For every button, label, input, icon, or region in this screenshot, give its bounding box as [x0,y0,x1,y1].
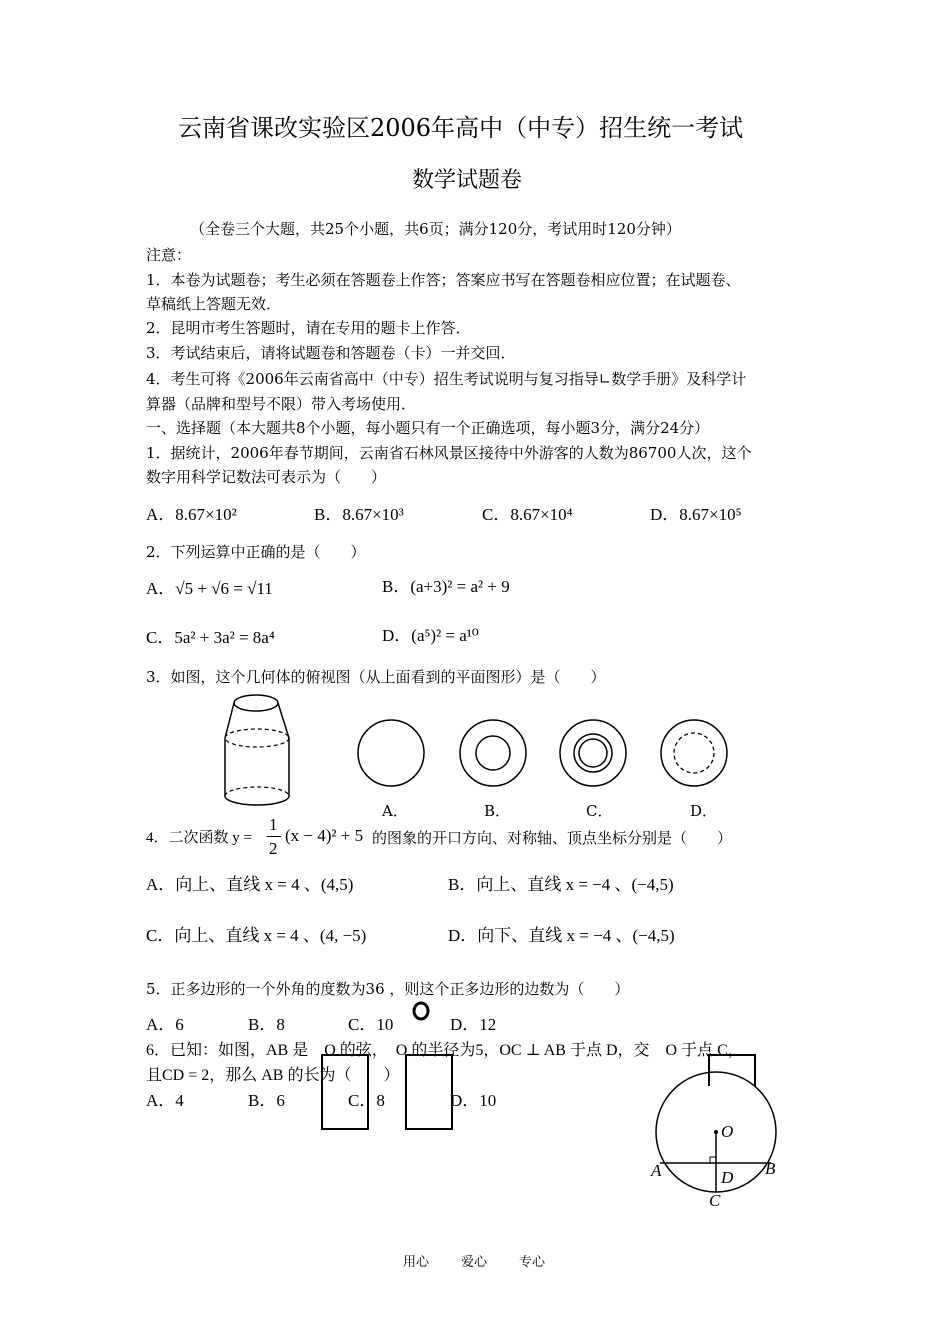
q3-label-b: B． [484,802,511,820]
q3-label-a: A． [382,802,408,820]
label-c: C [709,1191,721,1210]
question-5-stem: 5．正多边形的一个外角的度数为36 ，则这个正多边形的边数为（ ） [146,980,630,998]
label-b: B [765,1159,776,1178]
top-view-option-a[interactable] [356,718,426,788]
q4-fraction-bar [267,836,281,837]
degree-ring-mark [410,1000,432,1022]
top-view-option-d[interactable] [659,718,729,788]
q4-fraction-denominator: 2 [269,839,278,858]
artifact-box [321,1054,369,1130]
solid-bottom-back [225,787,289,796]
q5-option-d[interactable]: D．12 [450,1015,497,1034]
label-a: A [651,1161,662,1180]
footer-text: 专心 [519,1255,546,1270]
geometry-solid-figure [220,690,300,810]
question-2-stem: 2．下列运算中正确的是（ ） [146,543,366,561]
q4-option-b[interactable]: B．向上、直线 x = −4 、(−4,5) [448,875,674,894]
top-view-option-c[interactable] [558,718,628,788]
right-angle-mark [710,1157,716,1163]
exam-info: （全卷三个大题，共25个小题，共6页；满分120分，考试用时120分钟） [190,220,681,238]
q1-option-b[interactable]: B．8.67×10³ [314,505,404,524]
q6-option-a[interactable]: A．4 [146,1091,184,1110]
note-line: 3．考试结束后，请将试题卷和答题卷（卡）一并交回． [146,344,516,362]
top-view-option-b[interactable] [458,718,528,788]
question-1-stem: 1．据统计，2006年春节期间，云南省石林风景区接待中外游客的人数为86700人次，这个 [146,444,752,462]
question-6-stem-cont: 且CD = 2，那么 AB 的长为（ ） [146,1067,400,1084]
footer-text: 用心 [403,1255,430,1270]
q1-option-d[interactable]: D．8.67×10⁵ [650,505,742,524]
q4-stem-expression: (x − 4)² + 5 [285,826,364,845]
page-subtitle: 数学试题卷 [412,168,523,193]
artifact-box [405,1054,453,1130]
q5-option-b[interactable]: B．8 [248,1015,285,1034]
note-line: 草稿纸上答题无效． [146,295,282,313]
solid-top-ellipse [234,695,278,711]
q5-option-a[interactable]: A．6 [146,1015,184,1034]
question-4-stem-post: 的图象的开口方向、对称轴、顶点坐标分别是（ ） [372,829,733,847]
q2-option-c[interactable]: C．5a² + 3a² = 8a⁴ [146,628,275,647]
note-line: 2．昆明市考生答题时，请在专用的题卡上作答． [146,319,471,337]
solid-middle-ellipse [225,729,289,747]
note-line: 算器（品牌和型号不限）带入考场使用． [146,395,417,413]
q1-option-a[interactable]: A．8.67×10² [146,505,237,524]
question-1-stem-cont: 数字用科学记数法可表示为（ ） [146,468,387,486]
question-3-stem: 3．如图，这个几何体的俯视图（从上面看到的平面图形）是（ ） [146,668,606,686]
q4-option-a[interactable]: A．向上、直线 x = 4 、(4,5) [146,875,354,894]
q5-option-c[interactable]: C．10 [348,1015,394,1034]
note-line: 1．本卷为试题卷；考生必须在答题卷上作答；答案应书写在答题卷相应位置；在试题卷、 [146,271,741,289]
q4-fraction-numerator: 1 [269,815,278,834]
q3-label-c: C． [586,802,613,820]
q3-label-d: D． [690,802,718,820]
solid-bottom-front [225,796,289,805]
q2-option-b[interactable]: B．(a+3)² = a² + 9 [382,577,510,596]
q4-option-c[interactable]: C．向上、直线 x = 4 、(4, −5) [146,926,367,945]
footer-text: 爱心 [461,1255,488,1270]
q2-option-d[interactable]: D．(a⁵)² = a¹⁰ [382,626,479,645]
circle-chord-figure [648,1060,788,1210]
page-title: 云南省课改实验区2006年高中（中专）招生统一考试 [178,114,744,142]
center-dot [714,1130,718,1134]
label-d: D [721,1168,734,1187]
note-line: 4．考生可将《2006年云南省高中（中专）招生考试说明与复习指导∟数学手册》及科学计 [146,370,747,388]
question-6-stem: 6．已知：如图，AB 是 O 的弦， O 的半径为5，OC ⊥ AB 于点 D，交 O 于点 C， [146,1042,744,1059]
q2-option-a[interactable]: A．√5 + √6 = √11 [146,579,273,598]
notes-heading: 注意： [146,246,192,264]
q6-option-d[interactable]: D．10 [450,1091,497,1110]
solid-frustum-right [278,703,289,738]
q6-option-b[interactable]: B．6 [248,1091,285,1110]
section-heading: 一、选择题（本大题共8个小题，每小题只有一个正确选项，每小题3分，满分24分） [146,419,710,437]
q6-option-c[interactable]: C．8 [348,1091,385,1110]
q1-option-c[interactable]: C．8.67×10⁴ [482,505,573,524]
label-o: O [721,1122,734,1141]
q4-option-d[interactable]: D．向下、直线 x = −4 、(−4,5) [448,926,675,945]
question-4-stem-pre: 4．二次函数 y = [146,830,252,846]
